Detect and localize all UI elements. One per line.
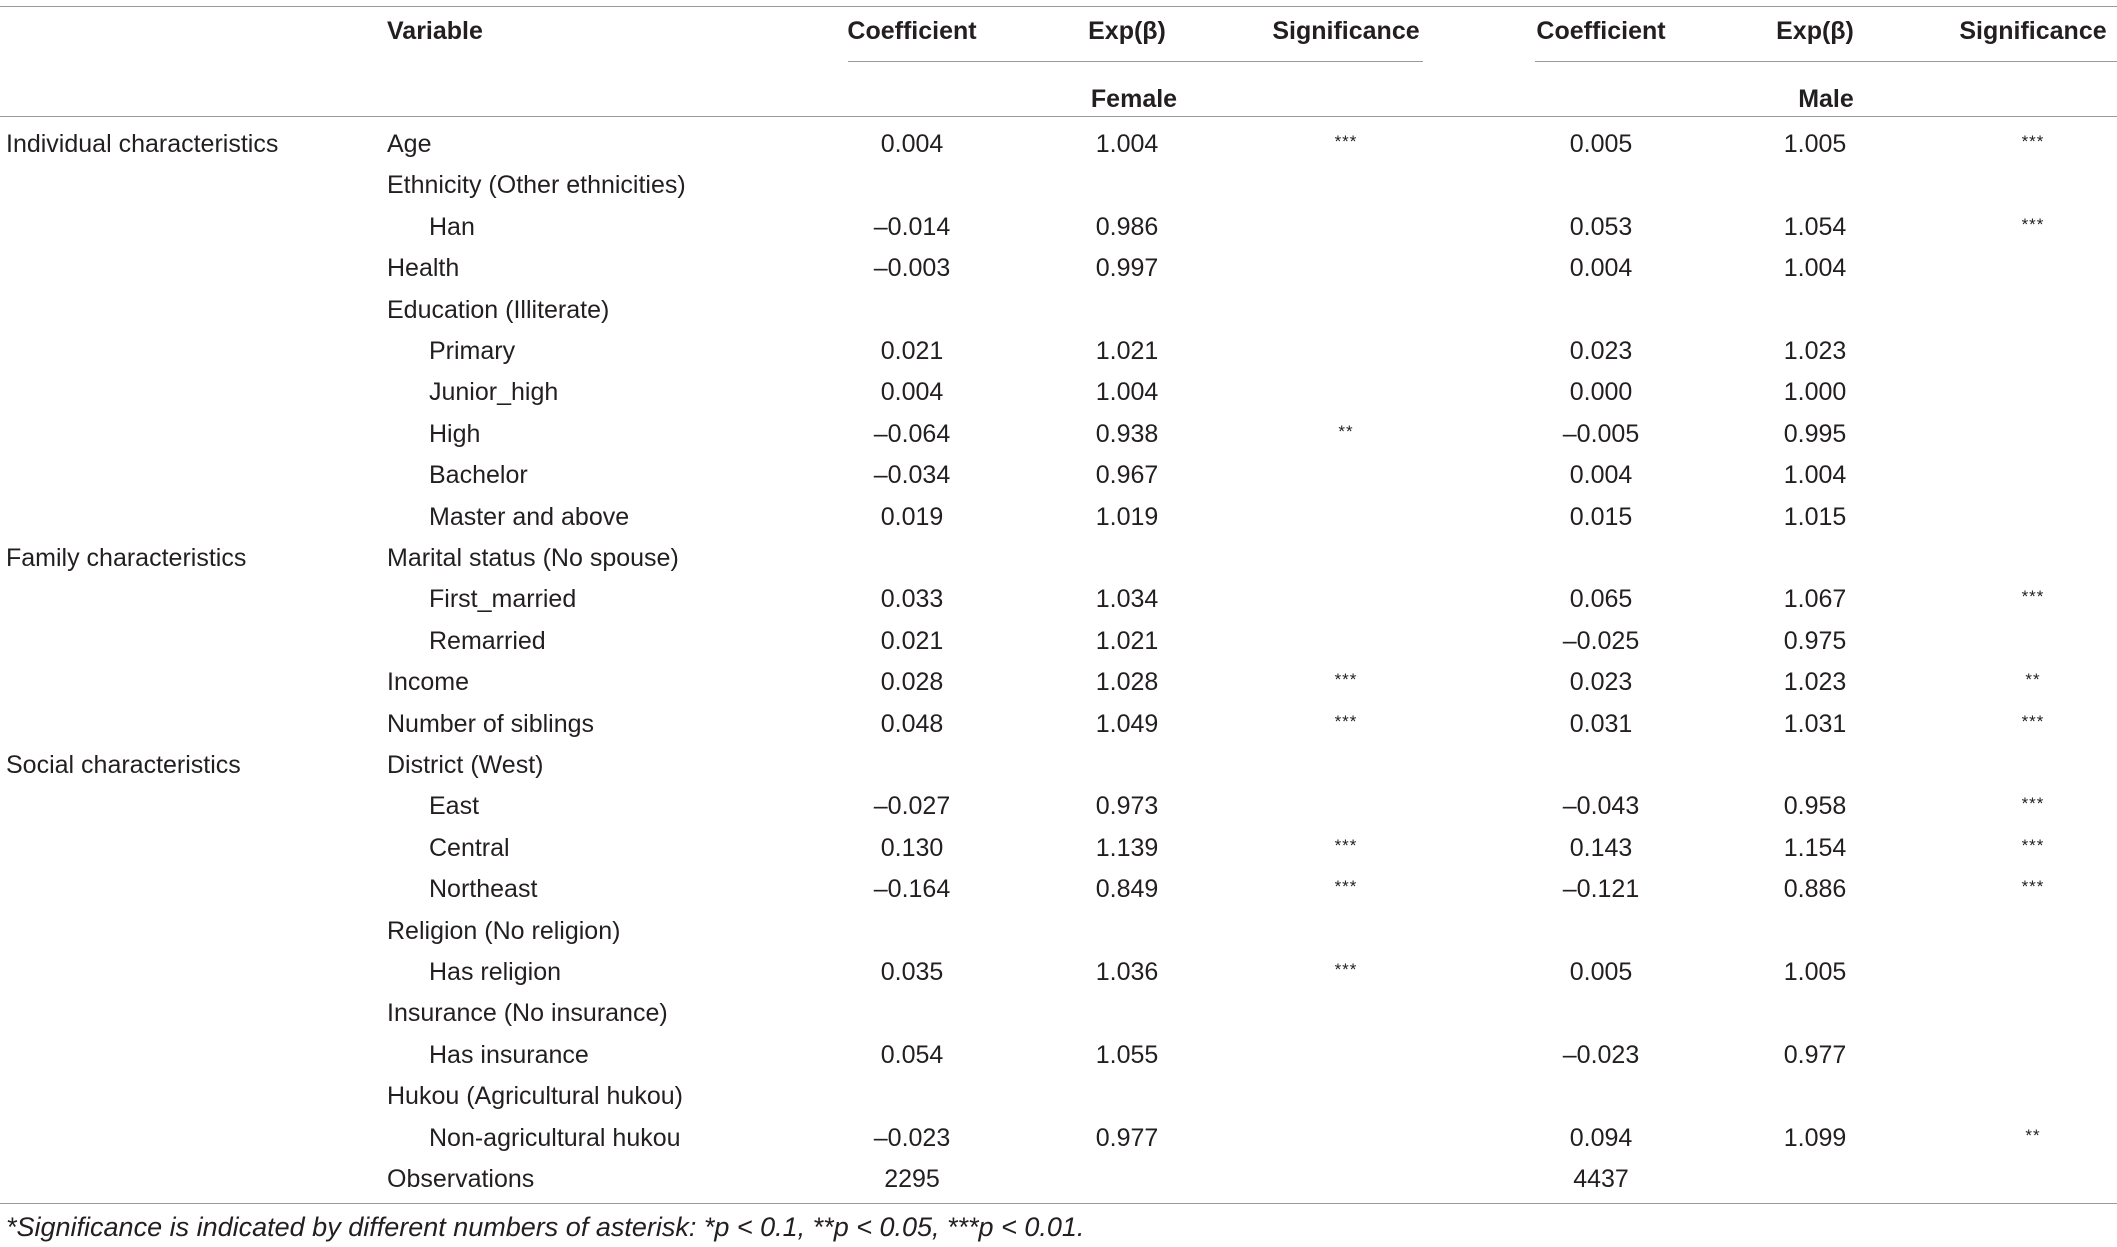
male-coefficient: 0.004	[1569, 461, 1633, 489]
male-exp: 1.054	[1783, 213, 1847, 241]
header-female-exp: Exp(β)	[1088, 17, 1166, 45]
row-variable: Han	[429, 213, 475, 241]
male-coefficient: –0.025	[1562, 627, 1640, 655]
male-significance: ***	[2021, 215, 2045, 234]
male-coefficient: 0.023	[1569, 337, 1633, 365]
male-exp: 1.004	[1783, 461, 1847, 489]
row-variable: Remarried	[429, 627, 546, 655]
header-female-coefficient: Coefficient	[847, 17, 977, 45]
male-coefficient: 0.005	[1569, 130, 1633, 158]
male-exp: 1.005	[1783, 958, 1847, 986]
female-exp: 0.967	[1095, 461, 1159, 489]
row-variable: Insurance (No insurance)	[387, 999, 668, 1027]
row-variable: Age	[387, 130, 432, 158]
female-coefficient: 0.004	[880, 130, 944, 158]
female-exp: 0.997	[1095, 254, 1159, 282]
row-category: Individual characteristics	[6, 130, 279, 158]
male-coefficient: –0.005	[1562, 420, 1640, 448]
male-exp: 1.000	[1783, 378, 1847, 406]
female-significance: ***	[1334, 712, 1358, 731]
female-exp: 0.973	[1095, 792, 1159, 820]
female-coefficient: 0.048	[880, 710, 944, 738]
male-significance: ***	[2021, 877, 2045, 896]
male-significance: ***	[2021, 587, 2045, 606]
female-coefficient: 0.054	[880, 1041, 944, 1069]
female-coefficient: –0.014	[873, 213, 951, 241]
header-male-significance: Significance	[1959, 17, 2107, 45]
header-male-exp: Exp(β)	[1776, 17, 1854, 45]
male-exp: 1.099	[1783, 1124, 1847, 1152]
row-variable: Health	[387, 254, 460, 282]
row-variable: Education (Illiterate)	[387, 296, 610, 324]
row-variable: Has religion	[429, 958, 562, 986]
female-coefficient: 0.028	[880, 668, 944, 696]
female-coefficient: –0.034	[873, 461, 951, 489]
male-significance: ***	[2021, 132, 2045, 151]
row-variable: Bachelor	[429, 461, 528, 489]
female-coefficient: 0.019	[880, 503, 944, 531]
female-exp: 1.028	[1095, 668, 1159, 696]
row-variable: Primary	[429, 337, 516, 365]
male-exp: 0.977	[1783, 1041, 1847, 1069]
male-coefficient: 0.005	[1569, 958, 1633, 986]
male-exp: 1.154	[1783, 834, 1847, 862]
male-coefficient: 0.053	[1569, 213, 1633, 241]
header-variable: Variable	[387, 17, 483, 45]
male-coefficient: 0.023	[1569, 668, 1633, 696]
male-significance: ***	[2021, 712, 2045, 731]
row-variable: Master and above	[429, 503, 630, 531]
row-category: Social characteristics	[6, 751, 241, 779]
female-coefficient: –0.164	[873, 875, 951, 903]
row-variable: East	[429, 792, 480, 820]
row-variable: Hukou (Agricultural hukou)	[387, 1082, 683, 1110]
female-exp: 0.849	[1095, 875, 1159, 903]
male-exp: 0.886	[1783, 875, 1847, 903]
male-exp: 0.975	[1783, 627, 1847, 655]
row-variable: Religion (No religion)	[387, 917, 621, 945]
male-exp: 1.015	[1783, 503, 1847, 531]
group-label-female: Female	[1090, 85, 1178, 113]
male-coefficient: 0.094	[1569, 1124, 1633, 1152]
row-variable: Marital status (No spouse)	[387, 544, 679, 572]
male-significance: ***	[2021, 794, 2045, 813]
female-significance: ***	[1334, 132, 1358, 151]
female-exp: 1.055	[1095, 1041, 1159, 1069]
row-variable: Junior_high	[429, 378, 559, 406]
male-exp: 1.005	[1783, 130, 1847, 158]
row-variable: Observations	[387, 1165, 535, 1193]
female-exp: 1.034	[1095, 585, 1159, 613]
female-exp: 0.986	[1095, 213, 1159, 241]
male-coefficient: 0.031	[1569, 710, 1633, 738]
male-coefficient: –0.023	[1562, 1041, 1640, 1069]
female-exp: 1.004	[1095, 130, 1159, 158]
female-exp: 1.036	[1095, 958, 1159, 986]
female-significance: ***	[1334, 836, 1358, 855]
female-coefficient: 0.033	[880, 585, 944, 613]
female-exp: 0.977	[1095, 1124, 1159, 1152]
row-variable: Has insurance	[429, 1041, 589, 1069]
row-variable: Ethnicity (Other ethnicities)	[387, 171, 686, 199]
header-female-significance: Significance	[1272, 17, 1420, 45]
male-coefficient: 0.015	[1569, 503, 1633, 531]
row-variable: First_married	[429, 585, 577, 613]
male-coefficient: 0.000	[1569, 378, 1633, 406]
male-exp: 1.004	[1783, 254, 1847, 282]
row-variable: High	[429, 420, 481, 448]
female-significance: **	[1338, 422, 1354, 441]
group-label-male: Male	[1798, 85, 1854, 113]
male-significance: **	[2025, 1126, 2041, 1145]
bottom-rule	[0, 1203, 2117, 1204]
female-significance: ***	[1334, 877, 1358, 896]
female-exp: 0.938	[1095, 420, 1159, 448]
male-coefficient: –0.043	[1562, 792, 1640, 820]
row-variable: Number of siblings	[387, 710, 595, 738]
female-exp: 1.019	[1095, 503, 1159, 531]
male-exp: 0.995	[1783, 420, 1847, 448]
male-group-rule	[1535, 61, 2117, 62]
female-exp: 1.021	[1095, 627, 1159, 655]
female-coefficient: 0.035	[880, 958, 944, 986]
male-exp: 1.067	[1783, 585, 1847, 613]
male-significance: ***	[2021, 836, 2045, 855]
row-variable: District (West)	[387, 751, 544, 779]
row-variable: Northeast	[429, 875, 538, 903]
row-category: Family characteristics	[6, 544, 247, 572]
female-coefficient: –0.064	[873, 420, 951, 448]
top-rule	[0, 6, 2117, 7]
female-coefficient: 0.021	[880, 337, 944, 365]
female-coefficient: 0.130	[880, 834, 944, 862]
female-group-rule	[848, 61, 1423, 62]
male-exp: 0.958	[1783, 792, 1847, 820]
female-coefficient: –0.027	[873, 792, 951, 820]
female-coefficient: –0.003	[873, 254, 951, 282]
male-coefficient: 4437	[1573, 1165, 1629, 1193]
male-coefficient: 0.065	[1569, 585, 1633, 613]
male-coefficient: 0.004	[1569, 254, 1633, 282]
female-significance: ***	[1334, 670, 1358, 689]
male-coefficient: –0.121	[1562, 875, 1640, 903]
female-exp: 1.139	[1095, 834, 1159, 862]
header-bottom-rule	[0, 116, 2117, 117]
male-exp: 1.023	[1783, 337, 1847, 365]
row-variable: Central	[429, 834, 510, 862]
female-exp: 1.004	[1095, 378, 1159, 406]
male-coefficient: 0.143	[1569, 834, 1633, 862]
female-coefficient: –0.023	[873, 1124, 951, 1152]
female-coefficient: 0.004	[880, 378, 944, 406]
row-variable: Income	[387, 668, 469, 696]
male-exp: 1.023	[1783, 668, 1847, 696]
male-significance: **	[2025, 670, 2041, 689]
header-male-coefficient: Coefficient	[1536, 17, 1666, 45]
female-exp: 1.021	[1095, 337, 1159, 365]
footnote: *Significance is indicated by different numbers of asterisk: *p < 0.1, **p < 0.05, ***p < 0.01.	[6, 1212, 1085, 1242]
female-coefficient: 2295	[884, 1165, 940, 1193]
female-coefficient: 0.021	[880, 627, 944, 655]
female-exp: 1.049	[1095, 710, 1159, 738]
male-exp: 1.031	[1783, 710, 1847, 738]
female-significance: ***	[1334, 960, 1358, 979]
row-variable: Non-agricultural hukou	[429, 1124, 681, 1152]
